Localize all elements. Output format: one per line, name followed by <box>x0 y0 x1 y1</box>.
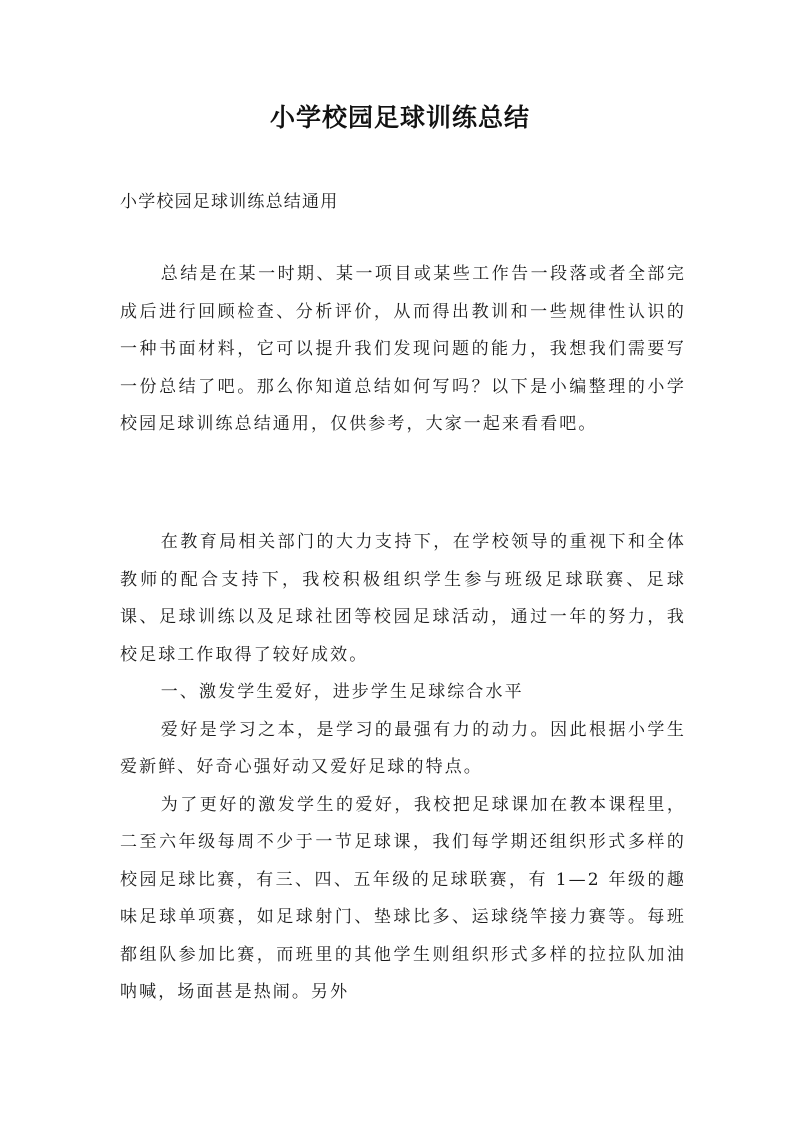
intro-section <box>120 256 686 444</box>
document-title: 小学校园足球训练总结 <box>269 103 530 132</box>
body-paragraph: 为了更好的激发学生的爱好，我校把足球课加在教本课程里，二至六年级每周不少于一节足球课，我们每学期还组织形式多样的校园足球比赛，有三、四、五年级的足球联赛，有 1—2 年级的趣味足球单项赛，如足球射门、垫球比多、运球绕竿接力赛等。每班都组队参加比赛，而班里的其他学生则组织形式多样的拉拉队加油呐喊，场面甚是热闹。另外 <box>120 794 686 1002</box>
body-paragraph: 爱好是学习之本，是学习的最强有力的动力。因此根据小学生爱新鲜、好奇心强好动又爱好足球的特点。 <box>120 719 686 777</box>
main-section <box>120 524 686 1012</box>
intro-paragraph: 总结是在某一时期、某一项目或某些工作告一段落或者全部完成后进行回顾检查、分析评价，从而得出教训和一些规律性认识的一种书面材料，它可以提升我们发现问题的能力，我想我们需要写一份总结了吧。那么你知道总结如何写吗？以下是小编整理的小学校园足球训练总结通用，仅供参考，大家一起来看看吧。 <box>120 264 686 434</box>
body-paragraph: 在教育局相关部门的大力支持下，在学校领导的重视下和全体教师的配合支持下，我校积极组织学生参与班级足球联赛、足球课、足球训练以及足球社团等校园足球活动，通过一年的努力，我校足球工作取得了较好成效。 <box>120 532 686 665</box>
section-heading: 一、激发学生爱好，进步学生足球综合水平 <box>160 682 524 702</box>
document-subtitle: 小学校园足球训练总结通用 <box>120 192 339 212</box>
